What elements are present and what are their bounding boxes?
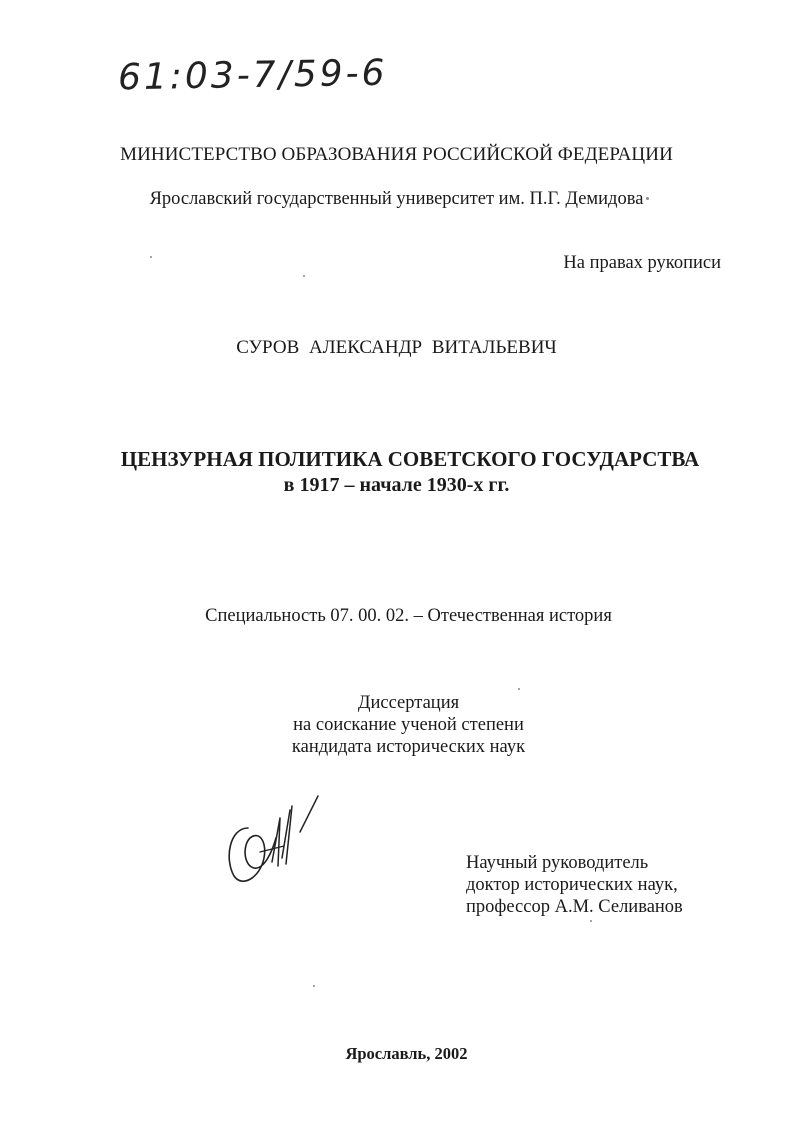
scan-speck (646, 197, 649, 200)
university-name: Ярославский государственный университет им. П.Г. Демидова (149, 189, 644, 209)
dissertation-degree-block (0, 692, 793, 758)
dissertation-line-1: Диссертация (357, 693, 460, 713)
city-and-year: Ярославль, 2002 (345, 1044, 468, 1063)
scientific-advisor-block (466, 852, 683, 918)
thesis-title-line-1: ЦЕНЗУРНАЯ ПОЛИТИКА СОВЕТСКОГО ГОСУДАРСТВА (120, 447, 700, 471)
archive-number: 61:03-7/59-6 (117, 52, 388, 99)
scan-speck (303, 275, 305, 277)
thesis-title-line-2: в 1917 – начале 1930-х гг. (283, 474, 510, 496)
handwritten-signature-icon (220, 788, 330, 888)
manuscript-rights-note: На правах рукописи (563, 253, 721, 273)
specialty-line: Специальность 07. 00. 02. – Отечественная история (205, 606, 612, 626)
author-name: СУРОВ АЛЕКСАНДР ВИТАЛЬЕВИЧ (236, 337, 557, 358)
scan-speck (150, 256, 152, 258)
dissertation-line-3: кандидата исторических наук (291, 737, 526, 757)
scan-speck (590, 920, 592, 922)
advisor-line-1: Научный руководитель (466, 853, 649, 873)
scan-speck (313, 985, 315, 987)
ministry-heading: МИНИСТЕРСТВО ОБРАЗОВАНИЯ РОССИЙСКОЙ ФЕДЕРАЦИИ (120, 144, 673, 165)
scan-speck (518, 688, 520, 690)
advisor-line-3: профессор А.М. Селиванов (466, 897, 683, 917)
advisor-line-2: доктор исторических наук, (466, 875, 678, 895)
dissertation-line-2: на соискание ученой степени (293, 715, 524, 735)
